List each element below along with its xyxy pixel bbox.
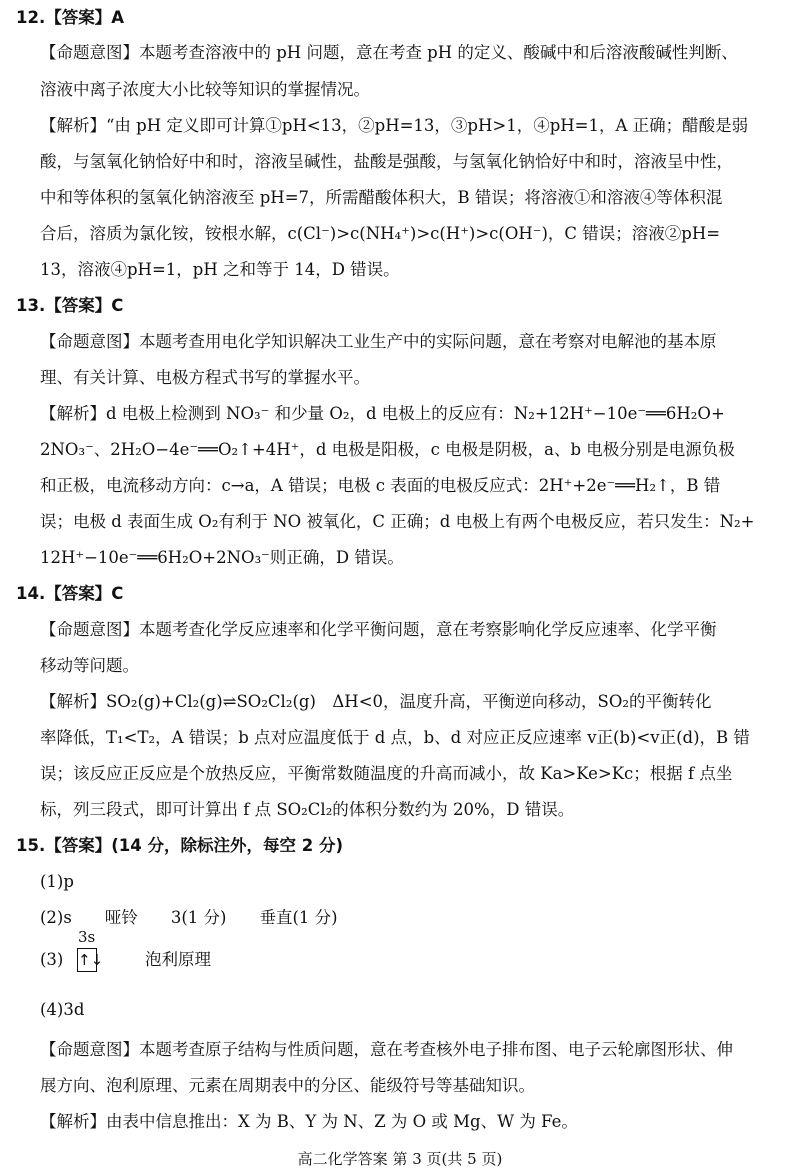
q13-answer-heading: 13.【答案】C [16,296,124,315]
q14-answer-heading: 14.【答案】C [16,584,124,603]
q13-intent-line-2: 理、有关计算、电极方程式书写的掌握水平。 [40,368,370,387]
q15-answer-2: (2)s 哑铃 3(1 分) 垂直(1 分) [40,908,338,927]
q15-answer-1: (1)p [40,872,74,891]
q15-answer-4: (4)3d [40,1000,85,1019]
q12-analysis-line-4: 合后，溶质为氯化铵，铵根水解，c(Cl⁻)>c(NH₄⁺)>c(H⁺)>c(OH⁻)，C 错误；溶液②pH= [40,224,721,243]
q12-analysis-line-2: 酸，与氢氧化钠恰好中和时，溶液呈碱性，盐酸是强酸，与氢氧化钠恰好中和时，溶液呈中性， [40,152,733,171]
q15-intent-line-1: 【命题意图】本题考查原子结构与性质问题，意在考查核外电子排布图、电子云轮廓图形状、伸 [40,1040,733,1059]
q15-analysis: 【解析】由表中信息推出：X 为 B、Y 为 N、Z 为 O 或 Mg、W 为 Fe。 [40,1112,578,1131]
q13-analysis-line-5: 12H⁺−10e⁻══6H₂O+2NO₃⁻则正确，D 错误。 [40,548,404,567]
page-footer: 高二化学答案 第 3 页(共 5 页) [297,1150,503,1168]
q15-answer-3-text: 泡利原理 [145,950,211,969]
q12-analysis-line-1: 【解析】“由 pH 定义即可计算①pH<13，②pH=13，③pH>1，④pH=1，A 正确；醋酸是弱 [40,116,749,135]
q12-intent-line-1: 【命题意图】本题考查溶液中的 pH 问题，意在考查 pH 的定义、酸碱中和后溶液酸碱性判断、 [40,43,738,62]
orbital-label-3s: 3s [78,928,96,946]
q12-analysis-line-3: 中和等体积的氢氧化钠溶液至 pH=7，所需醋酸体积大，B 错误；将溶液①和溶液④等体积混 [40,188,723,207]
q12-analysis-line-5: 13，溶液④pH=1，pH 之和等于 14，D 错误。 [40,260,400,279]
q14-intent-line-2: 移动等问题。 [40,656,139,675]
q13-analysis-line-3: 和正极，电流移动方向：c→a，A 错误；电极 c 表面的电极反应式：2H⁺+2e⁻══H₂↑，B 错 [40,476,721,495]
q13-analysis-line-1: 【解析】d 电极上检测到 NO₃⁻ 和少量 O₂，d 电极上的反应有：N₂+12H⁺−10e⁻══6H₂O+ [40,404,725,423]
q15-intent-line-2: 展方向、泡利原理、元素在周期表中的分区、能级符号等基础知识。 [40,1076,535,1095]
q15-answer-heading: 15.【答案】(14 分，除标注外，每空 2 分) [16,836,343,855]
q14-analysis-line-2: 率降低，T₁<T₂，A 错误；b 点对应温度低于 d 点，b、d 对应正反应速率 v正(b)<v正(d)，B 错 [40,728,750,747]
q14-analysis-line-3: 误；该反应正反应是个放热反应，平衡常数随温度的升高而减小，故 Ka>Ke>Kc；根据 f 点坐 [40,764,733,783]
q14-analysis-line-1: 【解析】SO₂(g)+Cl₂(g)⇌SO₂Cl₂(g) ΔH<0，温度升高，平衡逆向移动，SO₂的平衡转化 [40,692,712,711]
q15-answer-3-prefix: (3) [40,950,64,969]
q12-intent-line-2: 溶液中离子浓度大小比较等知识的掌握情况。 [40,80,370,99]
orbital-box-diagram: ↑↓ [77,948,97,972]
q13-analysis-line-4: 误；电极 d 表面生成 O₂有利于 NO 被氧化，C 正确；d 电极上有两个电极反应，若只发生：N₂+ [40,512,755,531]
q14-analysis-line-4: 标，列三段式，即可计算出 f 点 SO₂Cl₂的体积分数约为 20%，D 错误。 [40,800,575,819]
q13-analysis-line-2: 2NO₃⁻、2H₂O−4e⁻══O₂↑+4H⁺，d 电极是阳极，c 电极是阴极，a、b 电极分别是电源负极 [40,440,735,459]
q13-intent-line-1: 【命题意图】本题考查用电化学知识解决工业生产中的实际问题，意在考察对电解池的基本原 [40,332,717,351]
q12-answer-heading: 12.【答案】A [16,8,124,27]
q14-intent-line-1: 【命题意图】本题考查化学反应速率和化学平衡问题，意在考察影响化学反应速率、化学平衡 [40,620,717,639]
